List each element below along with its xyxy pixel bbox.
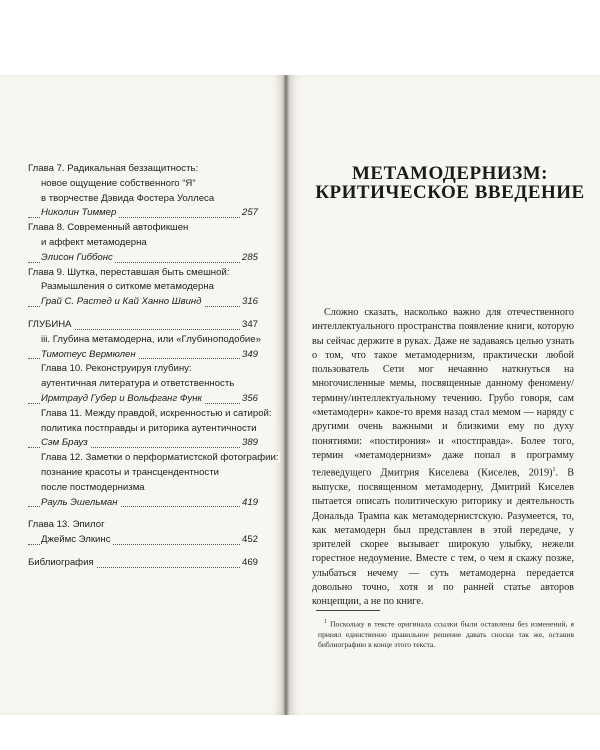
chapter-title-line-1: МЕТАМОДЕРНИЗМ:	[351, 163, 549, 184]
toc-line	[28, 251, 258, 266]
book-gutter	[283, 75, 289, 715]
toc-line	[28, 280, 258, 295]
toc-line	[28, 333, 261, 348]
toc-page-number: 316	[240, 295, 258, 310]
toc-page-number: 347	[240, 318, 258, 333]
toc-line	[28, 362, 258, 377]
toc-line	[28, 295, 258, 310]
toc-entry-text: после постмодернизма	[41, 481, 145, 493]
table-of-contents	[28, 162, 279, 571]
toc-page-number: 257	[240, 206, 258, 221]
toc-entry-text: новое ощущение собственного “Я”	[41, 177, 196, 189]
toc-line	[28, 348, 258, 363]
toc-gap	[28, 548, 258, 556]
toc-line	[28, 377, 258, 392]
footnote	[318, 617, 574, 651]
toc-page-number: 356	[240, 392, 258, 407]
body-paragraph	[312, 306, 574, 610]
toc-line	[28, 392, 258, 407]
toc-line	[28, 192, 258, 207]
toc-page-number: 419	[240, 496, 258, 511]
footnote-text: Поскольку в тексте оригинала ссылки были оставлены без изменений, я принял единственно правильное решение давать сноски так же, оставив библиографию в конце этого текста.	[318, 619, 575, 650]
toc-page-number: 285	[240, 251, 258, 266]
toc-line	[28, 496, 258, 511]
toc-entry-text: Рауль Эшельман	[41, 496, 118, 508]
toc-line	[28, 533, 258, 548]
toc-line	[28, 451, 279, 466]
toc-page-number: 469	[240, 556, 258, 571]
toc-line	[28, 221, 258, 236]
toc-page-number: 349	[240, 348, 258, 363]
toc-line	[28, 556, 258, 571]
toc-entry-text: Глава 10. Реконструируя глубину:	[41, 363, 192, 375]
toc-entry-text: политика постправды и риторика аутентичности	[41, 422, 257, 434]
toc-line	[28, 436, 258, 451]
toc-entry-text: Грай С. Растед и Кай Ханно Швинд	[41, 296, 202, 308]
toc-entry-text: Николин Тиммер	[41, 207, 117, 219]
toc-entry-text: Тимотеус Вермюлен	[41, 348, 136, 360]
toc-entry-text: Элисон Гиббонс	[41, 251, 113, 263]
footnote-mark: 1	[324, 619, 327, 625]
toc-line	[28, 466, 258, 481]
toc-gap	[28, 510, 258, 518]
toc-entry-text: Сэм Брауз	[41, 437, 88, 449]
toc-entry-text: Размышления о ситкоме метамодерна	[41, 281, 214, 293]
footnote-rule	[316, 610, 380, 611]
toc-entry-text: iii. Глубина метамодерна, или «Глубиноподобие»	[41, 333, 261, 345]
toc-line	[28, 177, 258, 192]
toc-line	[28, 206, 258, 221]
toc-entry-text: Глава 8. Современный автофикшен	[28, 222, 189, 234]
toc-entry-text: Глава 12. Заметки о перформатистской фотографии:	[41, 452, 279, 464]
toc-entry-text: познание красоты и трансцендентности	[41, 466, 219, 478]
toc-page-number: 389	[240, 436, 258, 451]
footnote-reference: 1	[552, 467, 556, 474]
toc-line	[28, 481, 258, 496]
toc-page-number: 452	[240, 533, 258, 548]
body-text	[312, 306, 574, 610]
toc-entry-text: Глава 13. Эпилог	[28, 519, 105, 531]
toc-gap	[28, 310, 258, 318]
body-paragraph-end: . В выпуске, посвященном метамодерну, Дмитрий Киселев пытается описать политическую риторику и деятельность Дональда Трампа как метамодернистскую. Разумеется, то, как метамодерн был представлен в этой передаче, у зрителей скорее вызывает широкую улыбку, нежели горестное недоумение. Вместе с тем, о чем я скажу позже, улыбаться нечему — суть метамодерна передается довольно точно, хотя и по ранней статье авторов концепции, а не по книге.	[312, 467, 574, 608]
toc-line	[28, 266, 258, 281]
toc-line	[28, 318, 258, 333]
toc-line	[28, 518, 258, 533]
body-paragraph-start: Сложно сказать, насколько важно для отечественного интеллектуального пространства появление книги, которую вы сейчас держите в руках. Даже не задаваясь целью узнать о том, что такое метамодернизм, практически любой пользователь Сети мог нечаянно наткнуться на многочисленные мемы, посвященные данному феномену/термину/интеллектуальному течению. Грубо говоря, сам «метамодерн» какое-то время назад стал мемом — наряду с другими очень важными и близкими ему по духу понятиями: «постирония» и «постправда». Более того, термин «метамодернизм» даже попал в программу телеведущего Дмитрия Киселева (Киселев, 2019)	[312, 307, 574, 479]
toc-entry-text: в творчестве Дэвида Фостера Уоллеса	[41, 192, 215, 204]
toc-entry-text: Глава 9. Шутка, переставшая быть смешной:	[28, 266, 230, 278]
toc-line	[28, 407, 272, 422]
toc-entry-text: и аффект метамодерна	[41, 236, 147, 248]
chapter-title-line-2: КРИТИЧЕСКОЕ ВВЕДЕНИЕ	[315, 182, 585, 203]
toc-line	[28, 236, 258, 251]
toc-line	[28, 162, 258, 177]
toc-entry-text: Библиография	[28, 556, 94, 568]
toc-line	[28, 422, 258, 437]
toc-entry-text: Глава 11. Между правдой, искренностью и сатирой:	[41, 407, 272, 419]
toc-entry-text: Джеймс Элкинс	[41, 534, 111, 546]
toc-entry-text: Глава 7. Радикальная беззащитность:	[28, 163, 199, 174]
toc-entry-text: ГЛУБИНА	[28, 318, 72, 330]
toc-entry-text: аутентичная литература и ответственность	[41, 378, 235, 390]
toc-entry-text: Ирмтрауд Губер и Вольфганг Функ	[41, 392, 203, 404]
